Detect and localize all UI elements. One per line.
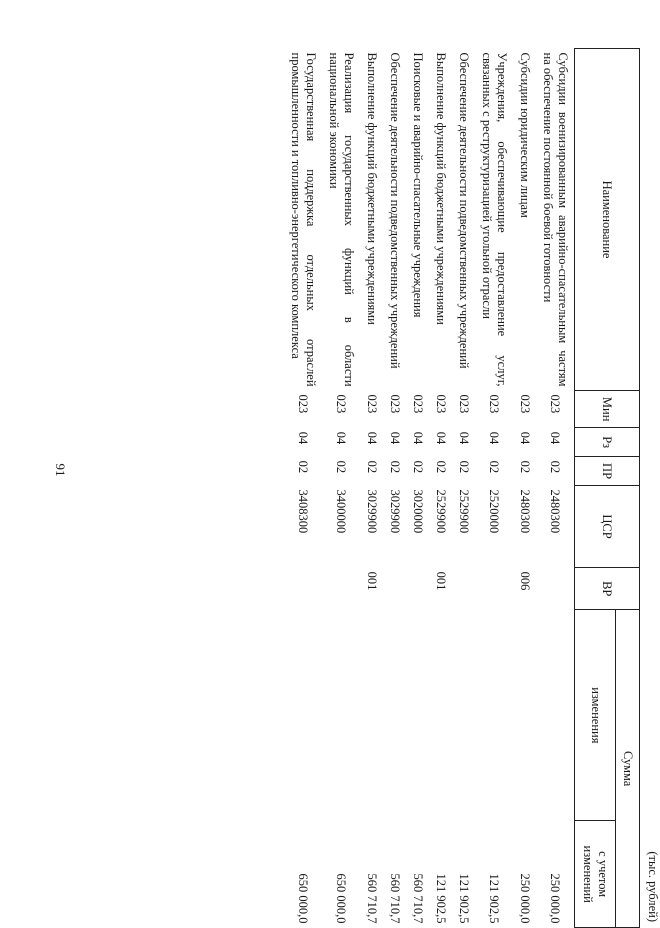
- header-changes: изменения: [575, 610, 616, 821]
- row-changes: [513, 610, 536, 821]
- row-total: 650 000,0: [296, 873, 311, 924]
- table-row: [513, 49, 536, 928]
- table-row: [452, 49, 475, 928]
- table-row: [383, 49, 406, 928]
- row-total: 121 902,5: [434, 873, 448, 924]
- header-with-changes: с учетом изменений: [575, 821, 616, 928]
- row-csr: 3020000: [411, 489, 425, 534]
- row-name: Государственная поддержка отдельных отраслей промышленности и топливно-энергетического комплекса: [289, 52, 318, 387]
- budget-table-sheet: [170, 48, 660, 928]
- row-vr: [452, 568, 475, 610]
- budget-table: [284, 48, 640, 928]
- row-min: 023: [296, 394, 311, 414]
- row-csr: 2480300: [548, 489, 563, 534]
- row-name: Субсидии юридическим лицам: [518, 52, 532, 218]
- row-rz: 04: [388, 431, 402, 445]
- row-rz: 04: [334, 431, 349, 445]
- row-changes: [429, 610, 452, 821]
- row-rz: 04: [365, 431, 379, 445]
- table-row: [536, 49, 575, 928]
- header-csr: ЦСР: [575, 485, 640, 567]
- table-row: [322, 49, 360, 928]
- row-pr: 02: [548, 460, 563, 474]
- row-csr: 2520000: [487, 489, 502, 534]
- row-min: 023: [518, 394, 532, 414]
- row-min: 023: [548, 394, 563, 414]
- row-total: 560 710,7: [365, 873, 379, 924]
- row-pr: 02: [296, 460, 311, 474]
- row-rz: 04: [518, 431, 532, 445]
- row-min: 023: [388, 394, 402, 414]
- row-min: 023: [434, 394, 448, 414]
- row-total: 121 902,5: [457, 873, 471, 924]
- row-vr: 006: [518, 571, 532, 591]
- row-vr: [322, 568, 360, 610]
- row-changes: [383, 610, 406, 821]
- table-row: [360, 49, 383, 928]
- row-pr: 02: [365, 460, 379, 474]
- row-min: 023: [457, 394, 471, 414]
- table-row: [475, 49, 513, 928]
- row-changes: [406, 610, 429, 821]
- row-vr: 001: [365, 571, 379, 591]
- row-changes: [284, 610, 322, 821]
- row-pr: 02: [457, 460, 471, 474]
- header-pr: ПР: [575, 457, 640, 486]
- row-rz: 04: [411, 431, 425, 445]
- row-csr: 2480300: [518, 489, 532, 534]
- row-changes: [322, 610, 360, 821]
- row-pr: 02: [518, 460, 532, 474]
- row-pr: 02: [388, 460, 402, 474]
- row-total: 650 000,0: [334, 873, 349, 924]
- row-total: 250 000,0: [548, 873, 563, 924]
- row-csr: 3029900: [388, 489, 402, 534]
- row-vr: [406, 568, 429, 610]
- row-min: 023: [334, 394, 349, 414]
- table-row: [406, 49, 429, 928]
- row-pr: 02: [487, 460, 502, 474]
- header-name: Наименование: [575, 49, 640, 391]
- row-min: 023: [411, 394, 425, 414]
- header-vr: ВР: [575, 568, 640, 610]
- row-name: Субсидии военизированным аварийно-спасательным частям на обеспечение постоянной боевой готовности: [541, 52, 570, 387]
- row-changes: [452, 610, 475, 821]
- row-rz: 04: [457, 431, 471, 445]
- row-name: Выполнение функций бюджетными учреждениями: [434, 52, 448, 325]
- row-pr: 02: [334, 460, 349, 474]
- table-row: [429, 49, 452, 928]
- row-vr: [284, 568, 322, 610]
- row-pr: 02: [434, 460, 448, 474]
- row-csr: 2529900: [434, 489, 448, 534]
- row-min: 023: [487, 394, 502, 414]
- page-number: 91: [53, 463, 68, 477]
- row-csr: 3408300: [296, 489, 311, 534]
- header-min: Мин: [575, 391, 640, 428]
- row-changes: [360, 610, 383, 821]
- row-name: Обеспечение деятельности подведомственных учреждений: [388, 52, 402, 369]
- units-label: (тыс. рублей): [646, 851, 660, 922]
- row-name: Выполнение функций бюджетными учреждениями: [365, 52, 379, 325]
- row-min: 023: [365, 394, 379, 414]
- row-name: Поисковые и аварийно-спасательные учреждения: [411, 52, 425, 318]
- table-row: [284, 49, 322, 928]
- row-changes: [536, 610, 575, 821]
- row-vr: [475, 568, 513, 610]
- row-name: Учреждения, обеспечивающие предоставление услуг, связанных с реструктуризацией угольной отрасли: [480, 52, 509, 387]
- row-name: Реализация государственных функций в области национальной экономики: [327, 52, 356, 387]
- row-total: 121 902,5: [487, 873, 502, 924]
- row-rz: 04: [548, 431, 563, 445]
- row-changes: [475, 610, 513, 821]
- header-rz: Рз: [575, 428, 640, 457]
- row-pr: 02: [411, 460, 425, 474]
- row-rz: 04: [434, 431, 448, 445]
- header-summa: Сумма: [616, 610, 640, 928]
- row-rz: 04: [487, 431, 502, 445]
- row-vr: [383, 568, 406, 610]
- row-vr: [536, 568, 575, 610]
- row-csr: 2529900: [457, 489, 471, 534]
- row-rz: 04: [296, 431, 311, 445]
- row-csr: 3029900: [365, 489, 379, 534]
- row-total: 560 710,7: [411, 873, 425, 924]
- row-csr: 3400000: [334, 489, 349, 534]
- row-name: Обеспечение деятельности подведомственных учреждений: [457, 52, 471, 369]
- row-total: 560 710,7: [388, 873, 402, 924]
- row-total: 250 000,0: [518, 873, 532, 924]
- row-vr: 001: [434, 571, 448, 591]
